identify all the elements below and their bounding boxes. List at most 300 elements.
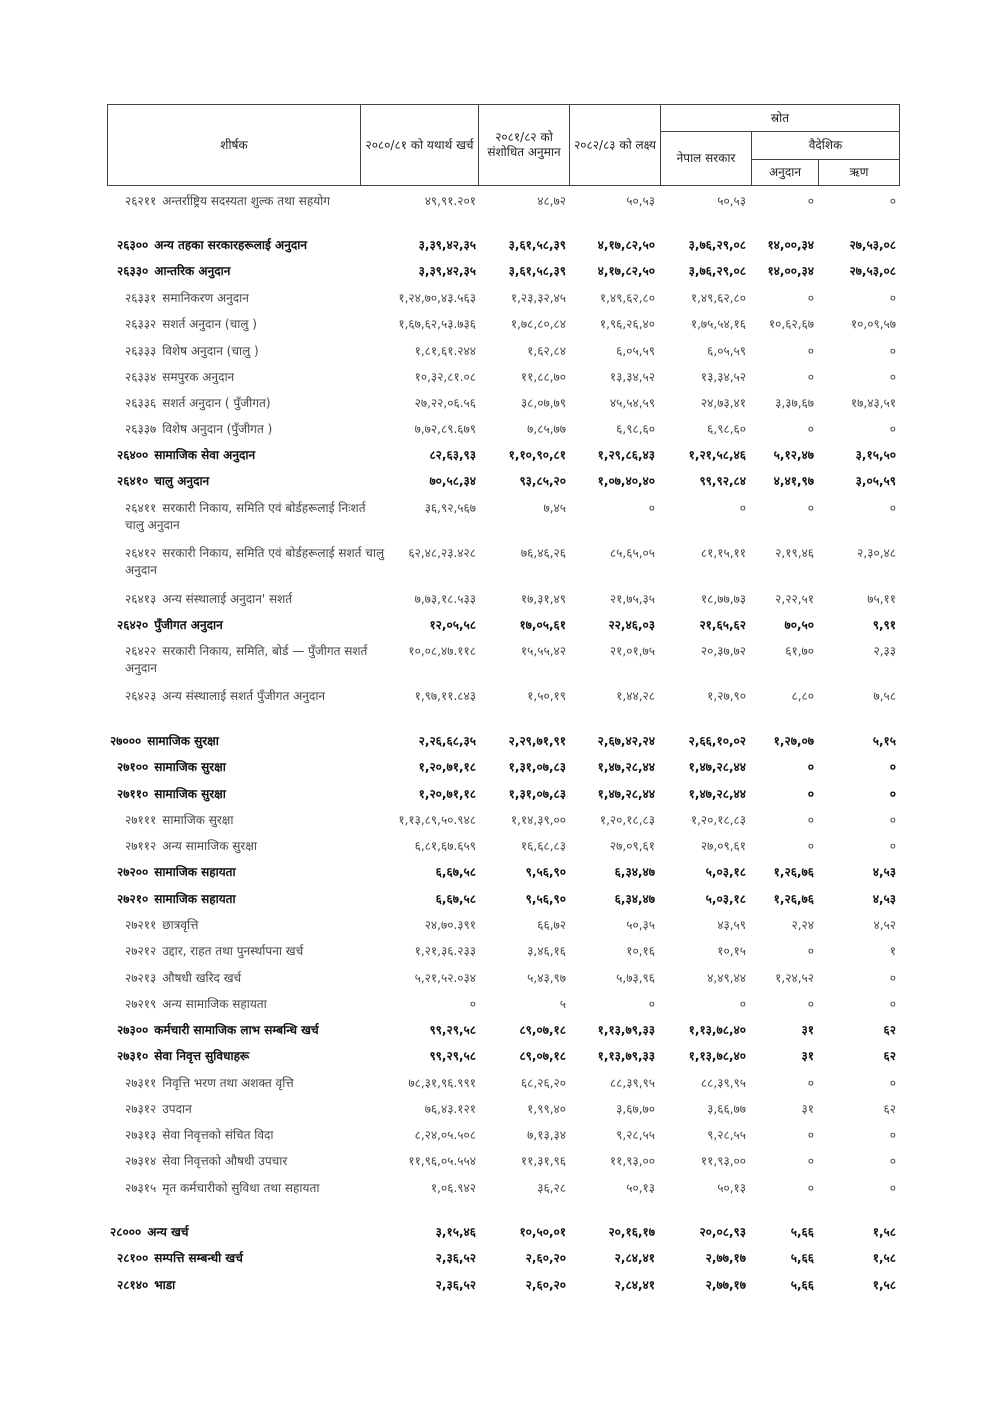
row-heading <box>110 1224 370 1241</box>
row-heading <box>117 759 377 776</box>
grant-cell: १४,००,३४ <box>767 264 814 278</box>
row-code: २६४२३ <box>125 689 157 703</box>
loan-cell: ७,५८ <box>873 689 896 703</box>
loan-cell: २७,५३,०८ <box>849 264 896 278</box>
loan-cell: २७,५३,०८ <box>849 238 896 252</box>
row-code: २६४१३ <box>125 592 157 606</box>
target-cell: २,८४,४१ <box>614 1278 655 1292</box>
revised-estimate-cell: ८९,०७,१८ <box>519 1049 566 1063</box>
nepal-govt-cell: १३,३४,५२ <box>700 370 746 384</box>
header-revised-estimate: २०८१/८२ को संशोधित अनुमान <box>487 130 561 159</box>
header-foreign: वैदेशिक <box>808 138 843 152</box>
row-code: २६३३१ <box>125 291 157 305</box>
actual-expense-cell: १,२४,७०,४३.५६३ <box>398 291 476 305</box>
grant-cell: ० <box>807 1154 814 1168</box>
revised-estimate-cell: २,२९,७१,९१ <box>508 734 566 748</box>
actual-expense-cell: ६२,४८,२३.४२८ <box>408 546 476 560</box>
row-code: २८१०० <box>117 1251 149 1265</box>
row-code: २७१११ <box>125 813 157 827</box>
row-code: २७३१३ <box>125 1128 157 1142</box>
actual-expense-cell: ७०,५८,३४ <box>429 474 476 488</box>
row-label: पुँजीगत अनुदान <box>154 618 223 632</box>
loan-cell: २,३०,४८ <box>857 546 896 560</box>
row-code: २७२१२ <box>125 944 157 958</box>
table-row <box>0 643 1005 683</box>
header-actual-expense: २०८०/८१ को यथार्थ खर्च <box>365 137 474 152</box>
actual-expense-cell: ८,२४,०५.५०८ <box>414 1128 476 1142</box>
actual-expense-cell: २४,७०.३९१ <box>424 918 476 932</box>
row-label: सामाजिक सुरक्षा <box>162 813 234 827</box>
actual-expense-cell: २,३६,५२ <box>435 1278 476 1292</box>
revised-estimate-cell: १६,६८,८३ <box>520 839 566 853</box>
row-heading <box>117 1277 377 1294</box>
loan-cell: ० <box>889 787 896 801</box>
target-cell: १,४७,२८,४४ <box>597 760 655 774</box>
loan-cell: ० <box>889 422 896 436</box>
actual-expense-cell: ३,३९,४२,३५ <box>418 238 476 252</box>
target-cell: २०,१६,१७ <box>608 1225 655 1239</box>
grant-cell: ० <box>807 944 814 958</box>
row-code: २६३३७ <box>125 422 157 436</box>
header-nepal-govt: नेपाल सरकार <box>676 151 736 165</box>
actual-expense-cell: ७,७३,१८.५३३ <box>414 592 476 606</box>
loan-cell: ५,१५ <box>872 734 896 748</box>
target-cell: १,१३,७९,३३ <box>597 1049 655 1063</box>
loan-cell: ९,९१ <box>872 618 896 632</box>
target-cell: ४५,५४,५९ <box>609 396 655 410</box>
row-label: सरकारी निकाय, समिति, बोर्ड — पुँजीगत सशर्त अनुदान <box>125 644 368 675</box>
revised-estimate-cell: १,५०,१९ <box>527 689 566 703</box>
actual-expense-cell: ४९,९१.२०१ <box>424 194 476 208</box>
loan-cell: ० <box>889 971 896 985</box>
row-code: २७१०० <box>117 760 149 774</box>
row-code: २७३१० <box>117 1049 149 1063</box>
row-label: सेवा निवृत्तको संचित विदा <box>162 1128 274 1142</box>
row-label: सामाजिक सुरक्षा <box>154 760 226 774</box>
actual-expense-cell: १,२०,७१,१८ <box>418 760 476 774</box>
grant-cell: ५,६६ <box>790 1225 814 1239</box>
row-label: अन्तर्राष्ट्रिय सदस्यता शुल्क तथा सहयोग <box>162 194 331 208</box>
row-code: २७३१४ <box>125 1154 157 1168</box>
loan-cell: १,५८ <box>872 1225 896 1239</box>
nepal-govt-cell: २,६६,१०,०२ <box>688 734 746 748</box>
revised-estimate-cell: ७६,४६,२६ <box>520 546 566 560</box>
nepal-govt-cell: ५०,५३ <box>717 194 746 208</box>
grant-cell: १,२७,०७ <box>773 734 814 748</box>
row-heading <box>117 473 377 490</box>
row-label: चालु अनुदान <box>154 474 210 488</box>
actual-expense-cell: ६,८१,६७.६५९ <box>414 839 476 853</box>
target-cell: २७,०९,६१ <box>609 839 655 853</box>
nepal-govt-cell: ६,९८,६० <box>707 422 746 436</box>
grant-cell: ० <box>807 501 814 515</box>
target-cell: २,८४,४१ <box>614 1251 655 1265</box>
row-code: २६३३३ <box>125 344 157 358</box>
nepal-govt-cell: ४,४९,४४ <box>707 971 746 985</box>
revised-estimate-cell: ३६,२८ <box>537 1181 566 1195</box>
grant-cell: १,२६,७६ <box>773 892 814 906</box>
revised-estimate-cell: ७,१३,३४ <box>527 1128 566 1142</box>
row-label: आन्तरिक अनुदान <box>154 264 231 278</box>
target-cell: ४,१७,८२,५० <box>597 238 655 252</box>
loan-cell: ४,५३ <box>872 865 896 879</box>
row-code: २७११२ <box>125 839 157 853</box>
row-label: विशेष अनुदान (चालु ) <box>162 344 259 358</box>
actual-expense-cell: २,२६,६८,३५ <box>418 734 476 748</box>
revised-estimate-cell: ३,६१,५८,३९ <box>508 238 566 252</box>
row-code: २६२११ <box>125 194 157 208</box>
actual-expense-cell: ७८,३१,९६.९९१ <box>408 1076 476 1090</box>
target-cell: १,९६,२६,४० <box>599 317 655 331</box>
target-cell: २१,७५,३५ <box>609 592 655 606</box>
table-row <box>0 1180 1005 1220</box>
loan-cell: ० <box>889 1076 896 1090</box>
nepal-govt-cell: २७,०९,६१ <box>700 839 746 853</box>
revised-estimate-cell: ३,६१,५८,३९ <box>508 264 566 278</box>
target-cell: १,२०,१८,८३ <box>599 813 655 827</box>
grant-cell: १०,६२,६७ <box>768 317 814 331</box>
revised-estimate-cell: ३,४६,१६ <box>527 944 566 958</box>
nepal-govt-cell: ८८,३९,९५ <box>700 1076 746 1090</box>
row-code: २६४०० <box>117 448 149 462</box>
loan-cell: ७५,११ <box>867 592 896 606</box>
actual-expense-cell: १२,०५,५८ <box>429 618 476 632</box>
target-cell: २२,४६,०३ <box>608 618 655 632</box>
target-cell: ६,९८,६० <box>616 422 655 436</box>
loan-cell: १७,४३,५१ <box>850 396 896 410</box>
loan-cell: ० <box>889 839 896 853</box>
target-cell: ८८,३९,९५ <box>609 1076 655 1090</box>
row-heading <box>117 617 377 634</box>
loan-cell: ० <box>889 1154 896 1168</box>
nepal-govt-cell: २,७७,१७ <box>705 1278 746 1292</box>
grant-cell: ० <box>807 813 814 827</box>
revised-estimate-cell: १,३१,०७,८३ <box>508 787 566 801</box>
grant-cell: ० <box>807 291 814 305</box>
loan-cell: २,३३ <box>873 644 896 658</box>
actual-expense-cell: १,१३,८९,५०.९४८ <box>398 813 476 827</box>
row-code: २७२१३ <box>125 971 157 985</box>
row-label: सशर्त अनुदान (चालु ) <box>162 317 257 331</box>
target-cell: ५०,३५ <box>626 918 655 932</box>
actual-expense-cell: १,०६.९४२ <box>430 1181 476 1195</box>
actual-expense-cell: १,२०,७१,१८ <box>418 787 476 801</box>
nepal-govt-cell: ३,६६,७७ <box>707 1102 746 1116</box>
revised-estimate-cell: २,६०,२० <box>525 1278 566 1292</box>
loan-cell: ० <box>889 194 896 208</box>
row-label: अन्य सामाजिक सुरक्षा <box>162 839 257 853</box>
loan-cell: ० <box>889 291 896 305</box>
loan-cell: ३,०५,५९ <box>855 474 896 488</box>
actual-expense-cell: १,२१,३६.२३३ <box>414 944 476 958</box>
target-cell: ११,९३,०० <box>609 1154 655 1168</box>
nepal-govt-cell: १,७५,५४,१६ <box>690 317 746 331</box>
actual-expense-cell: २७,२२,०६.५६ <box>414 396 476 410</box>
row-label: सरकारी निकाय, समिति एवं बोर्डहरूलाई निःशर्त चालु अनुदान <box>125 501 366 532</box>
target-cell: १०,१६ <box>626 944 655 958</box>
target-cell: ५,७३,९६ <box>616 971 655 985</box>
revised-estimate-cell: ५,४३,९७ <box>527 971 566 985</box>
row-code: २६४२० <box>117 618 149 632</box>
revised-estimate-cell: ११,८८,७० <box>520 370 566 384</box>
revised-estimate-cell: ९,५६,९० <box>525 892 566 906</box>
target-cell: १,४९,६२,८० <box>599 291 655 305</box>
actual-expense-cell: ११,९६,०५.५५४ <box>408 1154 476 1168</box>
grant-cell: २,१९,४६ <box>775 546 814 560</box>
revised-estimate-cell: १७,३१,४९ <box>520 592 566 606</box>
revised-estimate-cell: १५,५५,४२ <box>520 644 566 658</box>
row-label: विशेष अनुदान (पुँजीगत ) <box>162 422 273 436</box>
nepal-govt-cell: १०,१५ <box>717 944 746 958</box>
target-cell: ५०,५३ <box>626 194 655 208</box>
row-code: २६४२२ <box>125 644 157 658</box>
revised-estimate-cell: १,१०,९०,८१ <box>508 448 566 462</box>
grant-cell: २,२२,५१ <box>775 592 814 606</box>
row-heading <box>117 1022 377 1039</box>
row-label: समपुरक अनुदान <box>162 370 235 384</box>
grant-cell: ० <box>807 370 814 384</box>
row-code: २७३११ <box>125 1076 157 1090</box>
target-cell: ० <box>648 501 655 515</box>
loan-cell: ६२ <box>883 1023 896 1037</box>
nepal-govt-cell: ५,०३,१८ <box>705 865 746 879</box>
nepal-govt-cell: ८१,१५,११ <box>700 546 746 560</box>
loan-cell: १ <box>889 944 896 958</box>
nepal-govt-cell: २४,७३,४१ <box>700 396 746 410</box>
revised-estimate-cell: ६८,२६,२० <box>520 1076 566 1090</box>
actual-expense-cell: १,६७,६२,५३.७३६ <box>398 317 476 331</box>
loan-cell: १,५८ <box>872 1278 896 1292</box>
row-code: २६४११ <box>125 501 157 515</box>
row-label: सेवा निवृत्त सुविधाहरू <box>154 1049 250 1063</box>
revised-estimate-cell: १,९९,४० <box>527 1102 566 1116</box>
loan-cell: ४,५२ <box>873 918 896 932</box>
row-heading <box>117 864 377 881</box>
row-code: २६३३६ <box>125 396 157 410</box>
row-heading <box>110 733 370 750</box>
nepal-govt-cell: ३,७६,२९,०८ <box>688 238 746 252</box>
loan-cell: ० <box>889 370 896 384</box>
grant-cell: ३,३७,६७ <box>775 396 814 410</box>
row-label: सम्पत्ति सम्बन्धी खर्च <box>154 1251 243 1265</box>
target-cell: १३,३४,५२ <box>609 370 655 384</box>
nepal-govt-cell: ४३,५९ <box>717 918 746 932</box>
loan-cell: ० <box>889 813 896 827</box>
loan-cell: ६२ <box>883 1049 896 1063</box>
row-label: उपदान <box>162 1102 192 1116</box>
table-row <box>0 193 1005 233</box>
header-title: शीर्षक <box>220 137 248 152</box>
row-heading <box>117 263 377 280</box>
row-label: सामाजिक सहायता <box>154 892 236 906</box>
revised-estimate-cell: ४८,७२ <box>537 194 566 208</box>
loan-cell: १,५८ <box>872 1251 896 1265</box>
nepal-govt-cell: २०,०८,९३ <box>699 1225 746 1239</box>
actual-expense-cell: ७,७२,८९.६७९ <box>414 422 476 436</box>
nepal-govt-cell: १,१३,७८,४० <box>688 1023 746 1037</box>
header-grant: अनुदान <box>769 165 801 179</box>
grant-cell: ६१,७० <box>785 644 814 658</box>
grant-cell: ० <box>807 422 814 436</box>
loan-cell: ० <box>889 344 896 358</box>
row-code: २८१४० <box>117 1278 149 1292</box>
grant-cell: ० <box>807 839 814 853</box>
row-code: २७२११ <box>125 918 157 932</box>
loan-cell: ६२ <box>883 1102 896 1116</box>
nepal-govt-cell: ६,०५,५९ <box>707 344 746 358</box>
nepal-govt-cell: ९,२८,५५ <box>707 1128 746 1142</box>
grant-cell: ० <box>807 344 814 358</box>
actual-expense-cell: २,३६,५२ <box>435 1251 476 1265</box>
row-code: २७३०० <box>117 1023 149 1037</box>
revised-estimate-cell: ९३,८५,२० <box>519 474 566 488</box>
row-code: २७२१९ <box>125 997 157 1011</box>
grant-cell: ० <box>807 760 814 774</box>
nepal-govt-cell: १,४९,६२,८० <box>690 291 746 305</box>
loan-cell: ० <box>889 1128 896 1142</box>
row-label: मृत कर्मचारीको सुविधा तथा सहायता <box>162 1181 320 1195</box>
row-label: भाडा <box>154 1278 176 1292</box>
nepal-govt-cell: १,४७,२८,४४ <box>688 787 746 801</box>
grant-cell: १,२६,७६ <box>773 865 814 879</box>
row-label: सशर्त अनुदान ( पुँजीगत) <box>162 396 271 410</box>
row-heading <box>117 1250 377 1267</box>
loan-cell: ४,५३ <box>872 892 896 906</box>
table-row <box>0 688 1005 728</box>
loan-cell: ० <box>889 1181 896 1195</box>
target-cell: ९,२८,५५ <box>616 1128 655 1142</box>
actual-expense-cell: ५,२१,५२.०३४ <box>414 971 476 985</box>
header-loan: ऋण <box>849 165 869 179</box>
row-heading <box>117 891 377 908</box>
row-label: सामाजिक सहायता <box>154 865 236 879</box>
target-cell: १,१३,७९,३३ <box>597 1023 655 1037</box>
row-code: २७२१० <box>117 892 149 906</box>
row-code: २६३३४ <box>125 370 157 384</box>
actual-expense-cell: ६,६७,५८ <box>435 865 476 879</box>
grant-cell: ३१ <box>801 1102 814 1116</box>
grant-cell: १,२४,५२ <box>775 971 814 985</box>
row-code: २७००० <box>110 734 142 748</box>
grant-cell: १४,००,३४ <box>767 238 814 252</box>
grant-cell: ५,६६ <box>790 1251 814 1265</box>
row-label: सामाजिक सुरक्षा <box>147 734 219 748</box>
target-cell: ६,३४,४७ <box>614 865 655 879</box>
row-label: सरकारी निकाय, समिति एवं बोर्डहरूलाई सशर्त चालु अनुदान <box>125 546 385 577</box>
actual-expense-cell: १,८१,६१.२४४ <box>414 344 476 358</box>
actual-expense-cell: ७६,४३.१२१ <box>424 1102 476 1116</box>
row-label: अन्य संस्थालाई सशर्त पुँजीगत अनुदान <box>162 689 326 703</box>
row-heading <box>117 447 377 464</box>
revised-estimate-cell: १,७८,८०,८४ <box>510 317 566 331</box>
row-label: समानिकरण अनुदान <box>162 291 249 305</box>
nepal-govt-cell: २१,६५,६२ <box>699 618 746 632</box>
revised-estimate-cell: १,३१,०७,८३ <box>508 760 566 774</box>
target-cell: ० <box>648 997 655 1011</box>
nepal-govt-cell: ११,९३,०० <box>700 1154 746 1168</box>
header-source: स्रोत <box>770 110 790 125</box>
row-heading <box>117 237 377 254</box>
target-cell: १,४४,२८ <box>616 689 655 703</box>
revised-estimate-cell: ३८,०७,७९ <box>520 396 566 410</box>
nepal-govt-cell: २०,३७,७२ <box>700 644 746 658</box>
revised-estimate-cell: ५ <box>559 997 566 1011</box>
grant-cell: २,२४ <box>791 918 814 932</box>
loan-cell: ० <box>889 501 896 515</box>
row-code: २७३१५ <box>125 1181 157 1195</box>
row-label: कर्मचारी सामाजिक लाभ सम्बन्धि खर्च <box>154 1023 319 1037</box>
target-cell: १,२९,८६,४३ <box>597 448 655 462</box>
nepal-govt-cell: ३,७६,२९,०८ <box>688 264 746 278</box>
revised-estimate-cell: ८९,०७,१८ <box>519 1023 566 1037</box>
nepal-govt-cell: १८,७७,७३ <box>700 592 746 606</box>
actual-expense-cell: ९९,२९,५८ <box>429 1049 476 1063</box>
revised-estimate-cell: २,६०,२० <box>525 1251 566 1265</box>
nepal-govt-cell: १,२१,५८,४६ <box>688 448 746 462</box>
target-cell: ६,३४,४७ <box>614 892 655 906</box>
row-label: सामाजिक सेवा अनुदान <box>154 448 256 462</box>
row-label: निवृत्ति भरण तथा अशक्त वृत्ति <box>162 1076 294 1090</box>
loan-cell: ० <box>889 760 896 774</box>
row-label: सामाजिक सुरक्षा <box>154 787 226 801</box>
table-row <box>0 500 1005 540</box>
grant-cell: ० <box>807 1128 814 1142</box>
actual-expense-cell: ९९,२९,५८ <box>429 1023 476 1037</box>
revised-estimate-cell: १,६२,८४ <box>527 344 566 358</box>
grant-cell: ४,४१,९७ <box>773 474 814 488</box>
header-target: २०८२/८३ को लक्ष्य <box>574 137 656 152</box>
actual-expense-cell: १,९७,११.८४३ <box>414 689 476 703</box>
row-code: २७११० <box>117 787 149 801</box>
grant-cell: ० <box>807 997 814 1011</box>
target-cell: १,४७,२८,४४ <box>597 787 655 801</box>
target-cell: ३,६७,७० <box>616 1102 655 1116</box>
target-cell: ८५,६५,०५ <box>609 546 655 560</box>
revised-estimate-cell: ७,४५ <box>543 501 566 515</box>
grant-cell: ० <box>807 1076 814 1090</box>
grant-cell: ० <box>807 1181 814 1195</box>
revised-estimate-cell: ११,३१,९६ <box>520 1154 566 1168</box>
row-code: २८००० <box>110 1225 142 1239</box>
nepal-govt-cell: २,७७,१७ <box>705 1251 746 1265</box>
revised-estimate-cell: १,१४,३९,०० <box>510 813 566 827</box>
row-code: २६४१० <box>117 474 149 488</box>
target-cell: २,६७,४२,२४ <box>597 734 655 748</box>
grant-cell: ३१ <box>801 1049 814 1063</box>
nepal-govt-cell: ५०,१३ <box>717 1181 746 1195</box>
row-label: अन्य खर्च <box>147 1225 189 1239</box>
target-cell: ५०,१३ <box>626 1181 655 1195</box>
grant-cell: ८,८० <box>791 689 814 703</box>
revised-estimate-cell: ७,८५,७७ <box>527 422 566 436</box>
row-label: अन्य तहका सरकारहरूलाई अनुदान <box>154 238 307 252</box>
target-cell: २१,०१,७५ <box>609 644 655 658</box>
loan-cell: ० <box>889 997 896 1011</box>
row-label: अन्य संस्थालाई अनुदान' सशर्त <box>162 592 293 606</box>
nepal-govt-cell: ० <box>739 997 746 1011</box>
table-row <box>0 545 1005 585</box>
target-cell: ६,०५,५९ <box>616 344 655 358</box>
loan-cell: १०,०९,५७ <box>850 317 896 331</box>
actual-expense-cell: ८२,६३,९३ <box>429 448 476 462</box>
table-header <box>107 104 900 186</box>
actual-expense-cell: १०,०८,४७.११८ <box>408 644 476 658</box>
row-label: अन्य सामाजिक सहायता <box>162 997 267 1011</box>
grant-cell: ० <box>807 194 814 208</box>
grant-cell: ५,१२,४७ <box>773 448 814 462</box>
nepal-govt-cell: १,२७,९० <box>707 689 746 703</box>
nepal-govt-cell: ० <box>739 501 746 515</box>
